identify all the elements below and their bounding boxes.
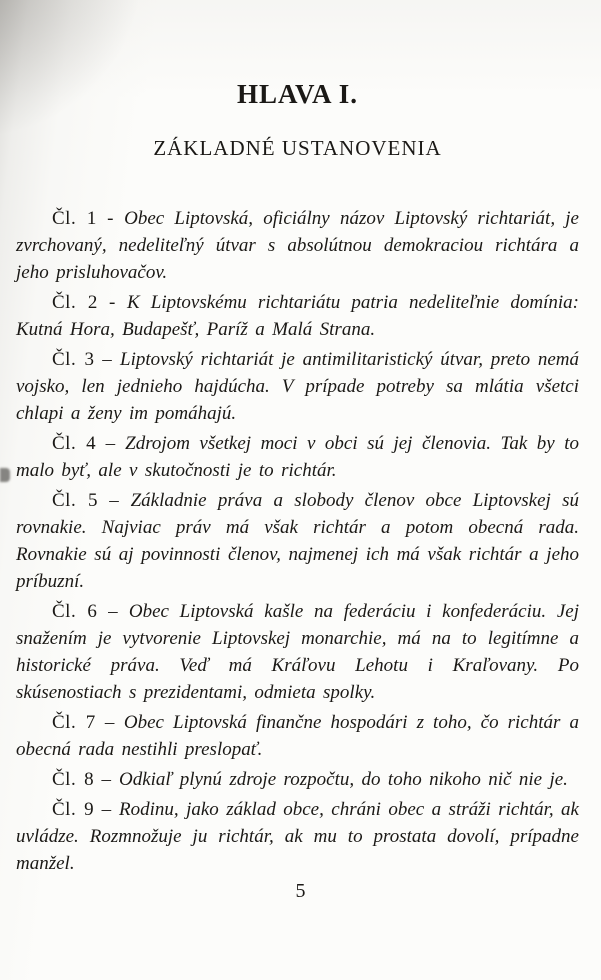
- article-text: Odkiaľ plynú zdroje rozpočtu, do toho nikoho nič nie je.: [118, 768, 568, 790]
- article-dash: -: [107, 207, 114, 229]
- article-dash: –: [102, 348, 113, 370]
- article-dash: –: [101, 768, 112, 790]
- article-text: K Liptovskému richtariátu patria nedeliteľnie domínia: Kutná Hora, Budapešť, Paríž a Malá Strana.: [16, 291, 579, 340]
- article-label: Čl. 4: [52, 432, 97, 454]
- article-label: Čl. 2: [52, 291, 98, 313]
- article-paragraph-8: [16, 766, 579, 793]
- article-dash: –: [108, 600, 119, 622]
- article-text: Základnie práva a slobody členov obce Liptovskej sú rovnakie. Najviac práv má však richtár a potom obecná rada. Rovnakie sú aj povinnosti členov, najmenej ich má však richtár a jeho príbuzní.: [16, 489, 579, 592]
- page-number: 5: [295, 880, 306, 902]
- article-label: Čl. 7: [52, 711, 96, 733]
- article-dash: –: [105, 432, 116, 454]
- article-text: Zdrojom všetkej moci v obci sú jej členovia. Tak by to malo byť, ale v skutočnosti je to richtár.: [16, 432, 579, 481]
- article-dash: –: [109, 489, 120, 511]
- article-text: Obec Liptovská finančne hospodári z toho, čo richtár a obecná rada nestihli preslopať.: [16, 711, 579, 760]
- article-dash: –: [104, 711, 115, 733]
- article-label: Čl. 5: [52, 489, 98, 511]
- article-label: Čl. 6: [52, 600, 98, 622]
- article-paragraph-6: [16, 598, 579, 706]
- article-dash: –: [101, 798, 112, 820]
- article-label: Čl. 1: [52, 207, 97, 229]
- article-label: Čl. 3: [52, 348, 95, 370]
- article-paragraph-4: [16, 430, 579, 484]
- article-text: Obec Liptovská, oficiálny názov Liptovský richtariát, je zvrchovaný, nedeliteľný útvar s absolútnou demokraciou richtára a jeho prisluhovačov.: [16, 207, 579, 283]
- article-paragraph-3: [16, 346, 579, 427]
- article-dash: -: [108, 291, 116, 313]
- article-paragraph-9: [16, 796, 579, 877]
- article-label: Čl. 8: [52, 768, 95, 790]
- article-text: Liptovský richtariát je antimilitaristický útvar, preto nemá vojsko, len jednieho hajdúcha. V prípade potreby sa mlátia všetci chlapi a ženy im pomáhajú.: [16, 348, 580, 424]
- chapter-title: HLAVA I.: [236, 79, 359, 109]
- article-text: Obec Liptovská kašle na federáciu i konfederáciu. Jej snažením je vytvorenie Liptovskej monarchie, má na to legitímne a historické práva. Veď má Kráľovu Lehotu i Kraľovany. Po skúsenostiach s prezidentami, odmieta spolky.: [16, 600, 579, 703]
- article-label: Čl. 9: [52, 798, 95, 820]
- article-text: Rodinu, jako základ obce, chráni obec a stráži richtár, ak uvládze. Rozmnožuje ju richtár, ak mu to prostata dovolí, prípadne manžel.: [16, 798, 579, 874]
- article-paragraph-1: [16, 205, 579, 286]
- article-paragraph-2: [16, 289, 579, 343]
- section-title: ZÁKLADNÉ USTANOVENIA: [153, 135, 442, 160]
- article-paragraph-5: [16, 487, 579, 595]
- article-paragraph-7: [16, 709, 579, 763]
